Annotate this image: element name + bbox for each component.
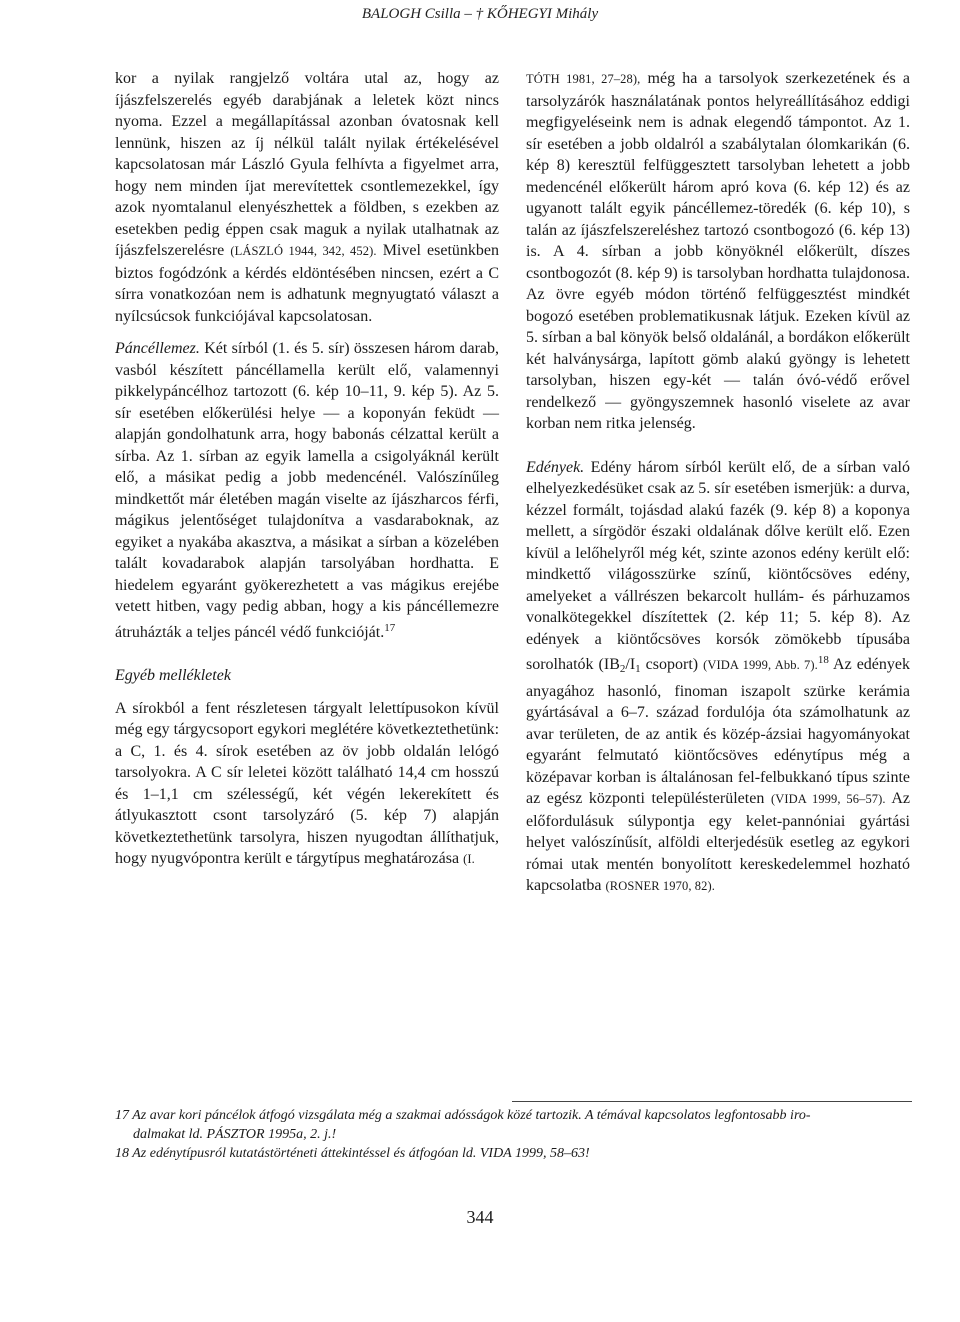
footnote-divider (512, 1101, 912, 1102)
right-paragraph-2 (526, 457, 910, 898)
left-p1-text: kor a nyilak rangjelző voltára utal az, hogy az íjászfelszerelés egyéb darabjának a leletek közt nincs nyoma. Ezzel a megállapítással azonban óvatosnak kell lennünk, hiszen az íj nélkül talált nyilak értékelésével kapcsolatosan már László Gyula felhívta a figyelmet arra, hogy nem minden íjat merevítettek csontlemezekkel, így azok nyomtalanul elenyészhettek a földben, s ezekben az esetekben pedig éppen csak maguk a nyilak utalhatnak az íjászfelszerelésre (115, 70, 499, 259)
right-p2-text: Az edények anyagához hasonló, finoman iszapolt szürke kerámia gyártásával a 6–7. század fordulója óta számolhatunk az avar területen, de az antik és közép-ázsiai hagyományokat egyaránt felmutató kiöntőcsöves edénytípus még a középavar korban is általánosan fel-felbukkanó típus szinte az egész központi településterületen (526, 656, 911, 807)
citation: TÓTH 1981, 27–28), (526, 72, 641, 86)
footnote-17-continued: dalmakat ld. PÁSZTOR 1995a, 2. j.! (133, 1127, 337, 1142)
right-p1-text: még ha a tarsolyok szerkezetének és a tarsolyzárók használatának pontos helyreállításához eddigi megfigyeléseink nem is adnak elegendő támpontot. Az 1. sír esetében a jobb oldalról a szabálytalan ólomkarikán (6. kép 8) keresztül felfüggesztett tarsolyban lehetett a jobb medencénél előkerült három apró kova (6. kép 12) és az ugyanott talált egyik páncéllemez-töredék (6. kép 10), s talán az íjászfelszereléshez tartozó csontbogozó (6. kép 13) is. A 4. sírban a jobb könyöknél előkerült, díszes csontbogozót (8. kép 9) is tarsolyban hordhatta tulajdonosa. Az övre egyéb módon történő felfüggesztést mindkét bogozó esetében problematikusnak látjuk. Ezeken kívül az 5. sírban a bal könyök belső oldalánál, a bordákon előkerült két halványsárga, lapított gömb alakú gyöngy is lehetett tarsolyban, hiszen egy-két — talán óvó-védő erővel rendelkező — gyöngyszemnek hasonló viselete az avar korban nem ritka jelenség. (526, 70, 910, 432)
left-paragraph-2 (115, 338, 499, 643)
footnote-marker: 17 (384, 621, 396, 634)
footnotes (115, 1106, 910, 1163)
citation: (LÁSZLÓ 1944, 342, 452). (230, 244, 377, 258)
right-column (526, 68, 910, 898)
section-heading: Egyéb mellékletek (115, 667, 231, 684)
page-number: 344 (466, 1207, 494, 1227)
right-p2-text: /I (625, 656, 636, 673)
right-paragraph-1 (526, 68, 910, 435)
footnote-18: 18 Az edénytípusról kutatástörténeti áttekintéssel és átfogóan ld. VIDA 1999, 58–63! (115, 1146, 590, 1161)
left-paragraph-1 (115, 68, 499, 327)
left-column (115, 68, 499, 871)
citation: (ROSNER 1970, 82). (605, 879, 715, 893)
left-p2-text: Két sírból (1. és 5. sír) összesen három darab, vasból készített páncéllamella került elő, valamennyi pikkelypáncélhoz tartozott (6. kép 10–11, 9. kép 5). Az 5. sír esetében előkerülési helye — a koponyán feküdt — alapján gondolhatunk arra, hogy babonás célzattal került a sírba. Az 1. sírban az egyik lamella a csigolyáknál került elő, a másikat pedig a jobb medencénél. Valószínűleg mindkettőt már életében magán viselte az íjászharcos férfi, mágikus jelentőséget tulajdonítva a vasdaraboknak, az egyiket a nyakába akasztva, a másikat a sírban a közelében talált kovadarabok alapján tarsolyában hordhatta. E hiedelem egyaránt gyökerezhetett a vas mágikus erejébe vetett hitben, vagy pedig abban, hogy a kis páncéllemezre átruházták a teljes páncél védő funkcióját. (115, 340, 499, 641)
citation: (VIDA 1999, Abb. 7). (703, 658, 818, 672)
left-paragraph-3 (115, 698, 499, 871)
paragraph-lead: Páncéllemez. (115, 340, 200, 357)
right-p2-text: Az előfordulásuk súlypontja egy kelet-pannóniai gyártási helyet valószínűsít, alföldi elterjedésük esetleg az egykori római utak mentén bonyolított kereskedelemmel hozható kapcsolatba (526, 790, 911, 894)
paragraph-lead: Edények. (526, 458, 585, 476)
citation: (VIDA 1999, 56–57). (770, 792, 886, 806)
left-p3-text: A sírokból a fent részletesen tárgyalt lelettípusokon kívül még egy tárgycsoport egykori meglétére következtethetünk: a C, 1. és 4. sírok esetében az öv jobb oldalán lelógó tarsolyokra. A C sír leletei között található 14,4 cm hosszú és 1–1,1 cm szélességű, két végén lekerekített és átlyukasztott csont tarsolyzáró (5. kép 7) alapján következtethetünk tarsolyra, hiszen nyugodtan állíthatjuk, hogy nyugvópontra került e tárgytípus meghatározása (115, 699, 500, 867)
footnote-17: 17 Az avar kori páncélok átfogó vizsgálata még a szakmai adósságok közé tartozik. A témával kapcsolatos legfontosabb iro- (115, 1108, 811, 1123)
citation: (I. (463, 852, 475, 866)
subscript: 1 (635, 663, 641, 675)
left-p1-text-continued: Mivel esetünkben biztos fogódzónk a kérdés eldöntésében nincsen, ezért a C sírra vonatkozóan nem is adhatunk megnyugtató választ a nyílcsúcsok funkciójával kapcsolatosan. (115, 242, 500, 325)
right-p2-text: csoport) (640, 656, 699, 673)
right-p2-text: Edény három sírból került elő, de a sírban való elhelyezkedésüket csak az 5. sír esetében ismerjük: a durva, kézzel formált, tojásdad alakú fazék (9. kép 8) a koponya mellett, a sírgödör északi oldalának dőlve került elő. Ezen kívül a lelőhelyről még két, szinte azonos edény került elő: mindkettő világosszürke színű, kiöntőcsöves edény, amelyeket a vállrészen bekarcolt hullám- és párhuzamos vonalkötegekkel díszítettek (2. kép 11; 5. kép 8). Az edények a kiöntőcsöves korsók zömökebb típusába sorolhatók (IB (526, 458, 910, 673)
running-head: BALOGH Csilla – † KŐHEGYI Mihály (361, 6, 599, 22)
subscript: 2 (619, 663, 626, 675)
footnote-marker: 18 (817, 654, 829, 666)
